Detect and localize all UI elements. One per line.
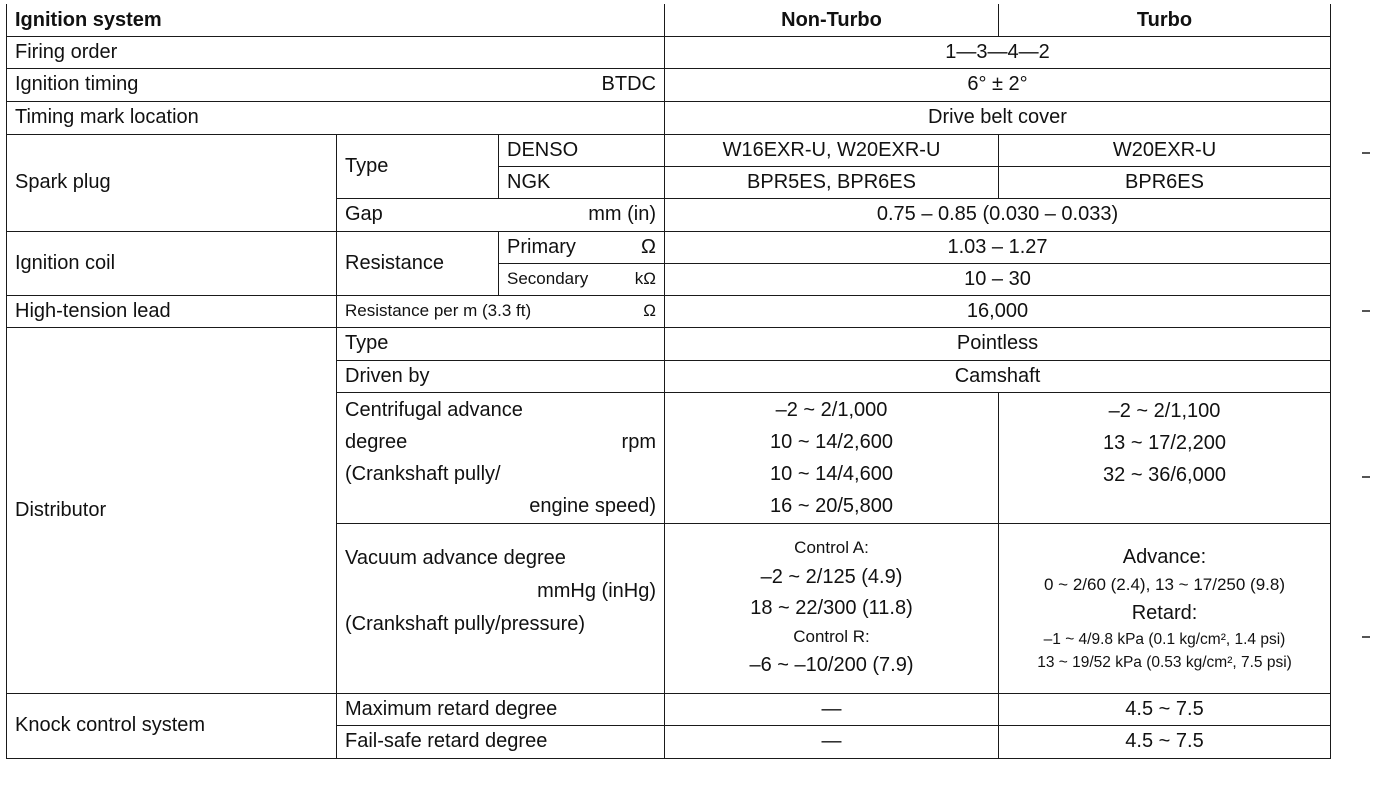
- secondary-label: Secondary: [507, 268, 589, 288]
- denso-nonturbo-value: W16EXR-U, W20EXR-U: [665, 134, 999, 166]
- vacuum-turbo-advance-value: 0 ~ 2/60 (2.4), 13 ~ 17/250 (9.8): [1044, 575, 1285, 594]
- secondary-cell: [499, 263, 665, 295]
- vacuum-turbo-cell: [999, 523, 1331, 693]
- denso-label: DENSO: [499, 134, 665, 166]
- driven-by-label: Driven by: [337, 360, 665, 392]
- vacuum-nonturbo-line: Control A:: [794, 538, 869, 558]
- ignition-coil-label: Ignition coil: [7, 231, 337, 295]
- vacuum-line1: Vacuum advance degree: [345, 546, 566, 569]
- vacuum-nonturbo-line: 18 ~ 22/300 (11.8): [750, 596, 913, 619]
- ignition-timing-value: 6° ± 2°: [665, 68, 1331, 101]
- ht-lead-value: 16,000: [665, 295, 1331, 327]
- fail-safe-nonturbo: —: [665, 725, 999, 758]
- max-retard-label: Maximum retard degree: [337, 693, 665, 725]
- col-header-turbo: Turbo: [999, 4, 1331, 36]
- margin-mark: [1362, 636, 1370, 638]
- vacuum-label-cell: [337, 523, 665, 693]
- secondary-unit: kΩ: [634, 268, 656, 288]
- spark-plug-label: Spark plug: [7, 134, 337, 231]
- fail-safe-turbo: 4.5 ~ 7.5: [999, 725, 1331, 758]
- ignition-timing-cell: [7, 68, 665, 101]
- primary-cell: [499, 231, 665, 263]
- header-row: [7, 4, 1331, 36]
- margin-mark: [1362, 476, 1370, 478]
- knock-label: Knock control system: [7, 693, 337, 758]
- vacuum-nonturbo-cell: [665, 523, 999, 693]
- gap-value: 0.75 – 0.85 (0.030 – 0.033): [665, 198, 1331, 231]
- centrifugal-label-cell: [337, 392, 665, 523]
- vacuum-nonturbo-line: Control R:: [793, 626, 870, 646]
- timing-mark-label: Timing mark location: [7, 101, 665, 134]
- ngk-nonturbo-value: BPR5ES, BPR6ES: [665, 166, 999, 198]
- max-retard-turbo: 4.5 ~ 7.5: [999, 693, 1331, 725]
- gap-unit: mm (in): [588, 203, 656, 226]
- vacuum-nonturbo-line: –2 ~ 2/125 (4.9): [760, 565, 903, 588]
- ignition-timing-label: Ignition timing: [15, 73, 139, 96]
- table-row: [7, 693, 1331, 725]
- max-retard-nonturbo: —: [665, 693, 999, 725]
- ngk-turbo-value: BPR6ES: [999, 166, 1331, 198]
- secondary-value: 10 – 30: [665, 263, 1331, 295]
- timing-mark-value: Drive belt cover: [665, 101, 1331, 134]
- primary-unit: Ω: [641, 235, 656, 258]
- ignition-spec-table: [6, 4, 1331, 759]
- dist-type-label: Type: [337, 327, 665, 360]
- denso-turbo-value: W20EXR-U: [999, 134, 1331, 166]
- section-title: Ignition system: [7, 4, 665, 36]
- vacuum-line3: (Crankshaft pully/pressure): [345, 612, 586, 635]
- ht-lead-param: Resistance per m (3.3 ft): [345, 300, 532, 320]
- centrifugal-nonturbo-value: –2 ~ 2/1,000: [775, 398, 888, 421]
- ht-lead-unit: Ω: [643, 300, 656, 320]
- spark-plug-type-label: Type: [337, 134, 499, 198]
- centrifugal-line4: engine speed): [529, 494, 656, 517]
- gap-label: Gap: [345, 203, 383, 226]
- centrifugal-nonturbo-value: 10 ~ 14/4,600: [770, 462, 893, 485]
- gap-cell: [337, 198, 665, 231]
- firing-order-label: Firing order: [7, 36, 665, 68]
- margin-mark: [1362, 152, 1370, 154]
- centrifugal-line2: degree: [345, 430, 408, 453]
- ht-lead-param-cell: [337, 295, 665, 327]
- fail-safe-label: Fail-safe retard degree: [337, 725, 665, 758]
- centrifugal-turbo-value: 13 ~ 17/2,200: [1103, 431, 1226, 454]
- centrifugal-turbo-value: –2 ~ 2/1,100: [1108, 399, 1221, 422]
- centrifugal-line1: Centrifugal advance: [345, 398, 523, 421]
- table-row: [7, 101, 1331, 134]
- centrifugal-turbo-cell: [999, 392, 1331, 523]
- centrifugal-turbo-value: 32 ~ 36/6,000: [1103, 463, 1226, 486]
- centrifugal-unit: rpm: [621, 430, 656, 453]
- margin-mark: [1362, 310, 1370, 312]
- col-header-nonturbo: Non-Turbo: [665, 4, 999, 36]
- dist-type-value: Pointless: [665, 327, 1331, 360]
- driven-by-value: Camshaft: [665, 360, 1331, 392]
- table-row: [7, 134, 1331, 166]
- table-row: [7, 295, 1331, 327]
- vacuum-turbo-retard-1: –1 ~ 4/9.8 kPa (0.1 kg/cm², 1.4 psi): [1043, 630, 1286, 648]
- table-row: [7, 68, 1331, 101]
- coil-resistance-label: Resistance: [337, 231, 499, 295]
- vacuum-line2: mmHg (inHg): [537, 579, 656, 602]
- ngk-label: NGK: [499, 166, 665, 198]
- centrifugal-nonturbo-value: 10 ~ 14/2,600: [770, 430, 893, 453]
- vacuum-turbo-advance-label: Advance:: [1122, 546, 1207, 568]
- centrifugal-nonturbo-cell: [665, 392, 999, 523]
- firing-order-value: 1—3—4—2: [665, 36, 1331, 68]
- table-row: [7, 36, 1331, 68]
- vacuum-nonturbo-line: –6 ~ –10/200 (7.9): [749, 653, 914, 676]
- centrifugal-nonturbo-value: 16 ~ 20/5,800: [770, 494, 893, 517]
- vacuum-turbo-retard-2: 13 ~ 19/52 kPa (0.53 kg/cm², 7.5 psi): [1037, 653, 1292, 671]
- primary-label: Primary: [507, 235, 576, 258]
- table-row: [7, 327, 1331, 360]
- ht-lead-label: High-tension lead: [7, 295, 337, 327]
- vacuum-turbo-retard-label: Retard:: [1131, 601, 1198, 624]
- table-row: [7, 231, 1331, 263]
- ignition-timing-unit: BTDC: [601, 73, 656, 96]
- primary-value: 1.03 – 1.27: [665, 231, 1331, 263]
- distributor-label: Distributor: [7, 327, 337, 693]
- centrifugal-line3: (Crankshaft pully/: [345, 462, 501, 485]
